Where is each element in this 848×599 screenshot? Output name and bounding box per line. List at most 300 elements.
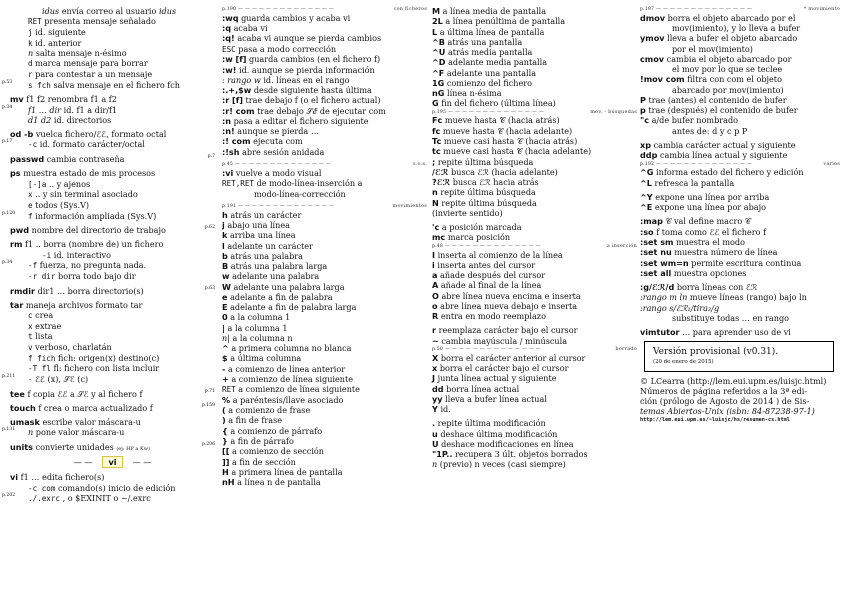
entry	[432, 384, 637, 394]
command-key: i	[432, 259, 435, 270]
entry	[10, 239, 215, 249]
command-desc: fin del fichero (última línea)	[441, 98, 556, 109]
command-key: fc	[432, 125, 441, 136]
command-desc: a última línea de pantalla	[439, 26, 545, 37]
entry	[10, 16, 215, 27]
entry	[640, 216, 840, 226]
command-key: ESC	[222, 44, 236, 54]
entry	[432, 198, 637, 208]
command-key: U	[432, 438, 439, 449]
command-key: o	[432, 300, 438, 311]
command-desc: .. y sin terminal asociado	[35, 189, 138, 200]
command-key: v	[28, 343, 33, 353]
command-desc: entra en modo reemplazo	[440, 311, 546, 322]
command-key: e	[222, 291, 228, 302]
entry	[432, 57, 637, 67]
command-desc: permite escritura continua	[691, 257, 802, 268]
command-key: rmdir	[10, 285, 35, 296]
command-desc: adelante a fin de palabra larga	[230, 302, 357, 313]
command-key: :so	[640, 226, 654, 237]
command-desc: lleva a bufer el objeto abarcado	[667, 33, 798, 44]
command-desc: adelante una palabra	[232, 271, 320, 282]
command-key: !mov com	[640, 74, 685, 85]
command-key: X	[432, 352, 439, 363]
entry	[432, 353, 637, 363]
command-desc: repite última búsqueda	[437, 156, 534, 167]
entry	[640, 74, 840, 84]
entry	[222, 65, 427, 75]
column-3	[432, 6, 637, 470]
command-desc: substituye todas … en rango	[672, 312, 790, 323]
entry	[640, 227, 840, 237]
note: (ej: HP a Kw)	[116, 445, 150, 452]
command-desc: borra línea actual	[446, 383, 520, 394]
entry	[432, 280, 637, 290]
command-key: :set sm	[640, 236, 674, 247]
command-desc: muestra opciones	[673, 267, 747, 278]
section-divider	[432, 243, 637, 250]
command-desc: trae (antes) el contenido de bufer	[648, 94, 787, 105]
command-desc: adelante una pantalla	[446, 67, 537, 78]
command-desc: id.	[440, 404, 451, 415]
command-desc: inserta antes del cursor	[437, 259, 536, 270]
command-key: ^E	[640, 202, 653, 213]
command-key: c	[28, 311, 33, 321]
command-desc: guarda cambios y acaba vi	[241, 12, 351, 23]
command-key: b	[222, 250, 228, 261]
command-key: {	[222, 425, 228, 436]
command-desc: pasa a modo corrección	[238, 43, 337, 54]
entry	[222, 446, 427, 456]
command-desc: (previo) n veces (casi siempre)	[439, 459, 566, 470]
entry	[432, 136, 637, 146]
command-key: Fc	[432, 115, 443, 126]
entry	[10, 189, 215, 200]
command-desc: cambia mayúscula / minúscula	[441, 335, 568, 346]
command-key: -	[222, 363, 226, 374]
command-key: f1 … dir	[28, 104, 62, 115]
command-desc: atrás una pantalla	[447, 36, 523, 47]
command-desc: ℰℰ (x), 𝒮ℰ (c)	[35, 374, 89, 384]
command-key: :q	[222, 23, 232, 34]
entry	[10, 442, 215, 452]
command-key: :r [f]	[222, 95, 243, 106]
command-key: L	[432, 26, 438, 37]
command-key: "c	[640, 115, 650, 126]
entry	[222, 23, 427, 33]
command-key: passwd	[10, 154, 45, 165]
page-ref: p.53	[2, 79, 13, 85]
entry	[222, 364, 427, 374]
command-desc: cambia contraseña	[46, 154, 125, 165]
entry	[640, 167, 840, 177]
command-key: -T fl	[28, 364, 51, 374]
entry	[640, 95, 840, 105]
page-ref: p.62	[204, 225, 215, 231]
entry	[10, 38, 215, 49]
command-key: :g/ℰℛ/d	[640, 282, 675, 293]
rule: — —	[73, 457, 93, 468]
command-desc: id. directorios	[53, 114, 112, 125]
entry	[10, 115, 215, 125]
entry	[432, 167, 637, 177]
entry	[10, 363, 215, 374]
command-desc: … para aprender uso de vi	[682, 327, 791, 338]
entry	[432, 78, 637, 88]
command-desc: filtra con com el objeto	[687, 74, 782, 85]
command-desc: salva mensaje en el fichero fch	[53, 79, 181, 90]
entry	[640, 282, 840, 292]
page-ref: p.202	[2, 493, 16, 499]
entry	[640, 178, 840, 188]
command-key: n	[28, 48, 34, 59]
entry	[432, 439, 637, 449]
command-desc: lista	[35, 331, 53, 342]
command-key: k	[28, 38, 33, 48]
command-key: :rango m ln	[640, 292, 688, 303]
command-desc: de modo-línea-inserción a	[256, 178, 363, 189]
command-key: 'c	[432, 222, 440, 233]
command-desc: todos (Sys.V)	[35, 199, 90, 210]
rule: — — — — — — — — — — — — — —	[236, 202, 335, 209]
command-key: w	[222, 271, 230, 282]
command-key: :q!	[222, 33, 235, 44]
command-desc: f1 f2 renombra f1 a f2	[26, 94, 117, 105]
page-ref: p.7	[207, 154, 215, 160]
entry	[222, 415, 427, 425]
command-key: nG	[432, 88, 445, 99]
entry	[222, 374, 427, 384]
entry	[10, 483, 215, 494]
command-desc: convierte unidades	[35, 441, 114, 452]
entry	[10, 472, 215, 482]
entry	[222, 241, 427, 251]
section-divider	[432, 346, 637, 353]
command-key: h	[222, 209, 228, 220]
command-desc: f copia ℰℰ a 𝒮ℰ y al fichero f	[27, 388, 143, 399]
command-key: A	[432, 280, 439, 291]
entry	[222, 292, 427, 302]
command-key: od -b	[10, 129, 34, 140]
command-key: -f	[28, 261, 38, 271]
entry	[10, 300, 215, 310]
section-divider	[432, 109, 637, 116]
entry	[10, 58, 215, 69]
entry	[10, 6, 215, 16]
rule: — —	[132, 457, 152, 468]
vi-label: vi	[102, 456, 122, 468]
command-desc: id. anterior	[35, 37, 82, 48]
command-key: mv	[10, 94, 24, 105]
command-desc: envía correo al usuario	[61, 6, 157, 16]
entry	[10, 342, 215, 353]
entry	[2, 260, 215, 271]
command-desc: a posición marcada	[441, 222, 522, 233]
command-key: x	[28, 190, 33, 200]
command-key: 0	[222, 312, 228, 323]
entry	[432, 187, 637, 197]
entry	[222, 353, 427, 363]
command-key: idus	[42, 6, 60, 16]
command-desc: a la columna 1	[230, 312, 291, 323]
section-title: movimientos	[392, 202, 427, 209]
command-key: $	[222, 353, 228, 364]
entry	[222, 436, 427, 446]
command-desc: presenta mensaje señalado	[44, 16, 156, 27]
rule: — — — — — — — — — — — — — —	[443, 345, 541, 352]
command-key: B	[222, 261, 229, 272]
command-key: ^G	[640, 167, 654, 178]
command-key: :vi	[222, 167, 234, 178]
entry	[10, 48, 215, 58]
command-desc: fuerza, no pregunta nada.	[39, 260, 147, 271]
command-desc: id. aunque se pierda información	[238, 64, 375, 75]
command-desc: acaba vi	[233, 23, 268, 34]
entry	[222, 85, 427, 95]
entry	[432, 232, 637, 242]
page-ref: p.45	[222, 161, 234, 167]
entry	[222, 302, 427, 312]
command-key: N	[432, 197, 439, 208]
command-desc: a comienzo de línea siguiente	[238, 384, 360, 395]
command-desc: abre línea nueva debajo e inserta	[440, 300, 578, 311]
command-key: a	[432, 270, 438, 281]
entry	[222, 178, 427, 189]
command-key: .	[432, 418, 436, 429]
command-key: P	[640, 94, 646, 105]
entry	[640, 44, 840, 54]
command-key: ./.exrc	[28, 494, 61, 504]
command-desc: repite última búsqueda	[441, 197, 537, 208]
entry	[10, 417, 215, 427]
command-desc: a primera columna no blanca	[231, 343, 352, 354]
command-desc: f crea o marca actualizado f	[38, 402, 153, 413]
command-key: [-]a	[28, 179, 47, 189]
entry	[222, 189, 427, 199]
command-key: ^L	[640, 177, 652, 188]
command-key: ddp	[640, 150, 658, 161]
entry	[640, 23, 840, 33]
command-key: ~	[432, 335, 439, 346]
command-desc: pasa a editar el fichero siguiente	[233, 115, 369, 126]
command-desc: mueve casi hasta 𝒞 (hacia atrás)	[443, 136, 578, 147]
entry	[222, 467, 427, 477]
command-desc: el mov por lo que se teclee	[672, 64, 783, 75]
command-key: r	[28, 70, 33, 80]
entry	[222, 106, 427, 116]
command-desc: arriba una línea	[229, 230, 296, 241]
command-key: /ℰℛ	[432, 166, 449, 177]
entry	[640, 258, 840, 268]
section-title: a inserción	[606, 242, 637, 249]
entry	[432, 250, 637, 260]
entry	[640, 313, 840, 323]
page-ref: p.63	[204, 285, 215, 291]
command-key: vimtutor	[640, 327, 680, 338]
command-desc: salta mensaje n-ésimo	[35, 48, 127, 59]
command-key: umask	[10, 417, 40, 428]
entry	[432, 68, 637, 78]
entry	[10, 353, 215, 364]
section-divider	[640, 6, 840, 13]
command-desc: extrae	[35, 320, 62, 331]
command-desc: mov(imiento), y lo lleva a bufer	[672, 23, 801, 34]
command-key: :set wm=n	[640, 257, 689, 268]
entry	[222, 13, 427, 23]
command-desc: vuelve a modo visual	[235, 167, 322, 178]
command-desc: a fin de frase	[228, 415, 283, 426]
command-desc: a última columna	[230, 353, 302, 364]
command-desc: adelante una palabra larga	[233, 281, 345, 292]
command-key: M	[432, 6, 441, 16]
entry	[222, 343, 427, 353]
entry	[432, 394, 637, 404]
command-key: rm	[10, 239, 23, 250]
command-key: ;	[432, 156, 436, 167]
page-ref: p.50	[432, 346, 444, 352]
entry	[2, 427, 215, 438]
command-key: :rango s/ℰℛ₁/tira₂/g	[640, 302, 720, 313]
entry	[432, 363, 637, 373]
command-desc: , o $EXINIT o ~/.exrc	[62, 493, 151, 504]
vi-section-header	[10, 456, 215, 468]
section-title: con ficheros	[393, 6, 427, 12]
page-ref: p.192	[640, 161, 655, 167]
version-title: Versión provisional (v0.31).	[653, 347, 779, 358]
command-key: ^F	[432, 67, 445, 78]
command-key: r	[432, 325, 436, 336]
command-desc: f1 … edita fichero(s)	[20, 472, 105, 483]
command-key: tar	[10, 299, 24, 310]
command-desc: a comienzo de línea anterior	[227, 363, 346, 374]
entry	[432, 115, 637, 125]
command-desc: añade al final de la línea	[440, 280, 542, 291]
entry	[222, 147, 427, 157]
entry	[10, 389, 215, 399]
entry	[222, 136, 427, 146]
entry	[10, 27, 215, 38]
command-desc: para contestar a un mensaje	[35, 69, 153, 80]
entry	[640, 247, 840, 257]
command-desc: abre línea nueva encima e inserta	[441, 290, 581, 301]
command-key: dd	[432, 383, 444, 394]
entry	[222, 220, 427, 230]
page-ref: p.120	[2, 210, 16, 216]
command-key: }	[222, 435, 228, 446]
rule: — — — — — — — — — — — — — —	[443, 242, 541, 249]
command-key: RET,RET	[222, 179, 255, 189]
command-desc: expone una línea por arriba	[655, 191, 770, 202]
command-desc: antes de: d y c p P	[672, 125, 748, 136]
entry	[222, 44, 427, 55]
entry	[10, 403, 215, 413]
command-key: :set all	[640, 267, 672, 278]
command-key: n	[432, 459, 438, 470]
command-desc: a/de bufer nombrado	[651, 115, 739, 126]
page-ref: p.48	[432, 243, 444, 249]
command-desc: cambia carácter actual y siguiente	[653, 140, 796, 151]
entry	[10, 286, 215, 296]
command-key: :.+,$w	[222, 85, 252, 96]
command-desc: información ampliada (Sys.V)	[35, 210, 157, 221]
page-ref: p.195	[432, 109, 447, 115]
entry	[222, 168, 427, 178]
command-key: :set nu	[640, 247, 672, 258]
command-key: -i	[42, 250, 52, 260]
command-desc: nombre del directorio de trabajo	[31, 225, 166, 236]
command-key: :n!	[222, 126, 235, 137]
entry	[432, 336, 637, 346]
rule: — — — — — — — — — — — — — —	[233, 160, 331, 167]
entry	[222, 282, 427, 292]
entry	[2, 139, 215, 150]
command-key: -r dir	[28, 271, 56, 281]
entry	[640, 202, 840, 212]
command-key: x	[28, 321, 33, 331]
command-desc: mueve líneas (rango) bajo ln	[689, 292, 807, 303]
command-key: ymov	[640, 33, 665, 44]
entry	[222, 405, 427, 415]
command-desc: informa estado del fichero y edición	[656, 167, 804, 178]
command-desc: guarda cambios (en el fichero f)	[249, 54, 381, 65]
entry	[222, 426, 427, 436]
credits-line2: Números de página referidos a la 3ª edi-	[640, 385, 808, 396]
command-desc: escribe valor máscara-u	[42, 417, 141, 428]
entry	[640, 292, 840, 302]
command-desc: mueve hasta 𝒞 (hacia adelante)	[442, 125, 573, 136]
entry	[432, 177, 637, 187]
entry	[222, 261, 427, 271]
command-key: :map	[640, 216, 663, 227]
entry	[432, 311, 637, 321]
entry	[10, 179, 215, 190]
rule: — — — — — — — — — — — — — —	[236, 6, 335, 12]
command-desc: abarcado por mov(imiento)	[672, 84, 784, 95]
command-desc: muestra estado de mis procesos	[23, 168, 156, 179]
command-desc: fl: fichero con lista incluir	[53, 363, 160, 374]
command-key: -	[28, 375, 33, 384]
entry	[432, 270, 637, 280]
section-divider	[222, 161, 427, 168]
entry	[2, 493, 215, 504]
command-desc: id. f1 a dir/f1	[63, 104, 118, 115]
command-desc: (invierte sentido)	[432, 207, 503, 218]
command-desc: junta línea actual y siguiente	[437, 373, 557, 384]
entry	[2, 104, 215, 115]
entry	[222, 271, 427, 281]
column-4-list	[640, 6, 840, 337]
entry	[10, 321, 215, 332]
command-key: l	[222, 240, 225, 251]
command-desc: busca ℰℛ (hacia adelante)	[451, 166, 558, 177]
entry	[432, 126, 637, 136]
section-title: * movimiento	[803, 6, 840, 12]
entry	[222, 116, 427, 126]
command-desc: a línea penúltima de pantalla	[445, 16, 566, 27]
command-key: :wq	[222, 12, 239, 23]
entry	[640, 13, 840, 23]
command-key: vi	[10, 472, 19, 483]
version-box	[644, 341, 834, 371]
entry	[432, 146, 637, 156]
command-key: +	[222, 374, 229, 384]
entry	[2, 374, 215, 385]
command-desc: muestra número de línea	[674, 247, 778, 258]
command-desc: inserta al comienzo de la línea	[437, 249, 563, 260]
version-date: (20 de enero de 2015)	[653, 358, 714, 365]
entry	[640, 115, 840, 125]
command-desc: desde siguiente hasta última	[253, 85, 372, 96]
